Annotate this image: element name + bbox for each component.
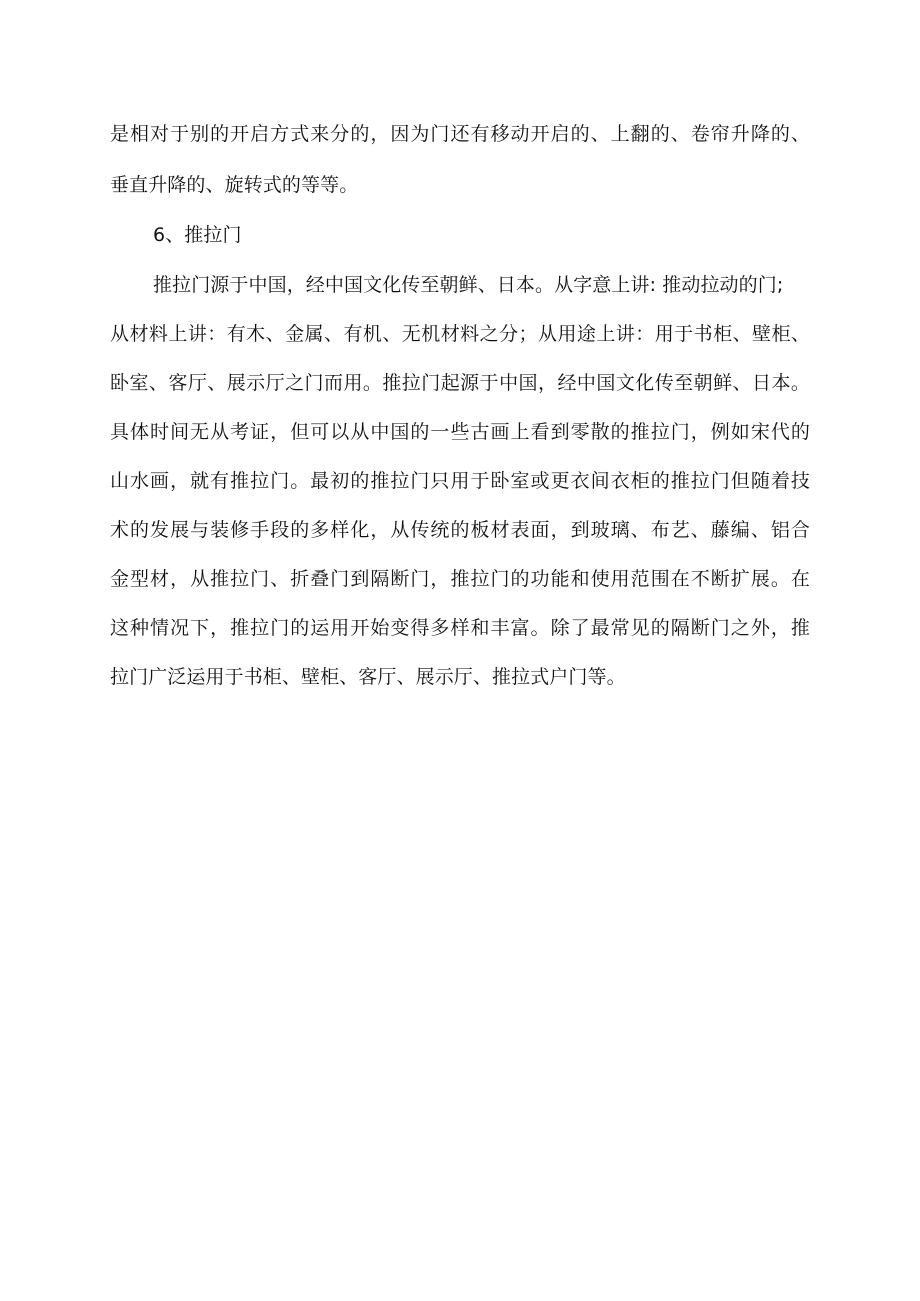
paragraph-continuation-line-1: 是相对于别的开启方式来分的，因为门还有移动开启的、上翻的、卷帘升降的、 — [110, 123, 810, 145]
paragraph-line-8: 这种情况下，推拉门的运用开始变得多样和丰富。除了最常见的隔断门之外，推 — [110, 617, 810, 639]
paragraph-line-4: 具体时间无从考证，但可以从中国的一些古画上看到零散的推拉门，例如宋代的 — [110, 421, 810, 443]
paragraph-line-7: 金型材，从推拉门、折叠门到隔断门，推拉门的功能和使用范围在不断扩展。在 — [110, 568, 810, 590]
paragraph-line-2: 从材料上讲：有木、金属、有机、无机材料之分；从用途上讲：用于书柜、壁柜、 — [110, 323, 810, 345]
paragraph-line-6: 术的发展与装修手段的多样化，从传统的板材表面，到玻璃、布艺、藤编、铝合 — [110, 519, 810, 541]
section-heading: 6、推拉门 — [153, 224, 242, 246]
paragraph-line-9: 拉门广泛运用于书柜、壁柜、客厅、展示厅、推拉式户门等。 — [110, 666, 626, 688]
paragraph-continuation-line-2: 垂直升降的、旋转式的等等。 — [110, 174, 359, 196]
paragraph-line-3: 卧室、客厅、展示厅之门而用。推拉门起源于中国，经中国文化传至朝鲜、日本。 — [110, 372, 810, 394]
paragraph-line-5: 山水画，就有推拉门。最初的推拉门只用于卧室或更衣间衣柜的推拉门但随着技 — [110, 470, 810, 492]
paragraph-line-1: 推拉门源于中国，经中国文化传至朝鲜、日本。从字意上讲: 推动拉动的门; — [153, 274, 784, 296]
